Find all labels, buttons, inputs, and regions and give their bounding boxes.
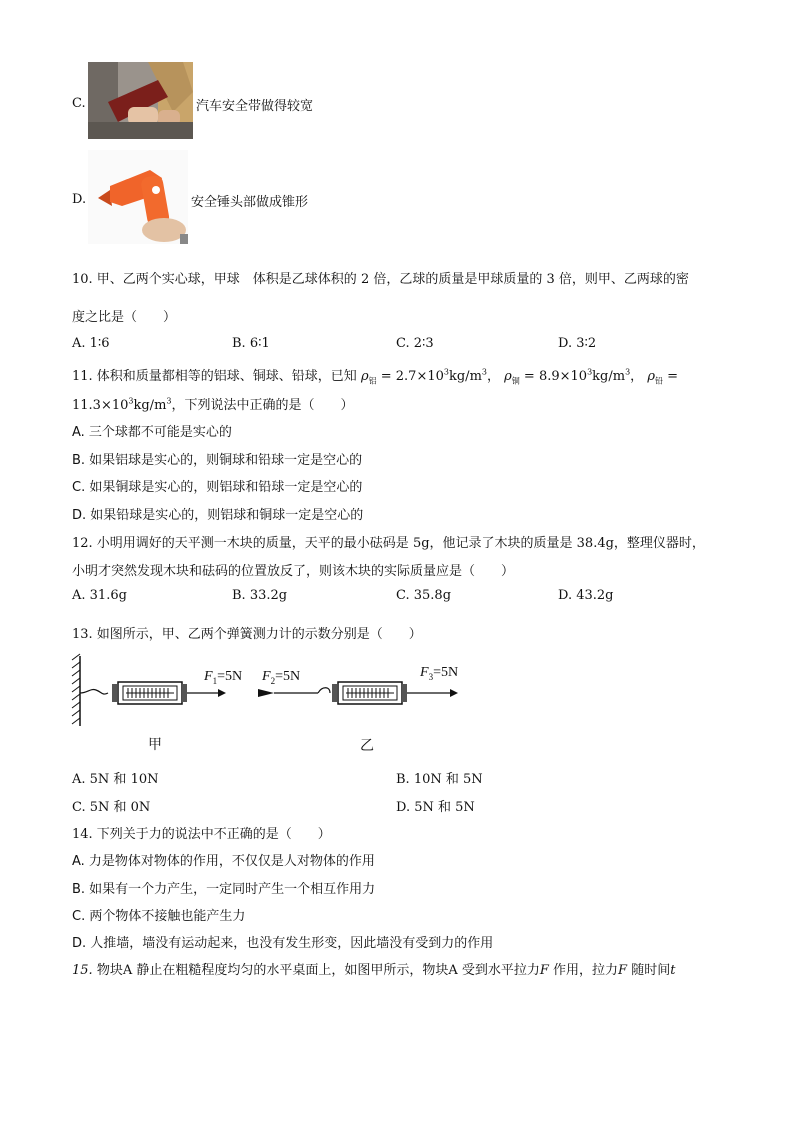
q15-text-2: 作用，拉力 xyxy=(548,963,619,978)
q11-option-c: C. 如果铜球是实心的，则铝球和铅球一定是空心的 xyxy=(72,480,363,495)
unit-exp-1: 3 xyxy=(481,367,487,377)
label-jia: 甲 xyxy=(148,737,162,753)
q11-option-a: A. 三个球都不可能是实心的 xyxy=(72,425,232,440)
q15-number: 15. xyxy=(72,963,93,978)
rho-al-value: = 2.7×10 xyxy=(376,369,444,384)
q13-option-a: A. 5N 和 10N xyxy=(72,772,159,787)
q10-option-c: C. 2∶3 xyxy=(396,336,434,351)
exp-2: 3 xyxy=(587,367,593,377)
q13-option-c: C. 5N 和 0N xyxy=(72,800,151,815)
spring-scale-figure xyxy=(68,650,488,760)
q12-option-b: B. 33.2g xyxy=(232,588,288,603)
q10-line-1: 10. 甲、乙两个实心球，甲球 体积是乙球体积的 2 倍，乙球的质量是甲球质量的 3 倍，则甲、乙两球的密 xyxy=(72,272,689,287)
q12-option-a: A. 31.6g xyxy=(72,588,127,603)
rho-cu: ρ xyxy=(504,369,512,384)
rho-al-sub: 铝 xyxy=(368,376,377,386)
option-d-text: 安全锤头部做成锥形 xyxy=(191,195,309,210)
q14-option-d: D. 人推墙，墙没有运动起来，也没有发生形变，因此墙没有受到力的作用 xyxy=(72,936,494,951)
rho-pb: ρ xyxy=(647,369,655,384)
seatbelt-photo xyxy=(88,62,193,139)
option-c-label: C. xyxy=(72,96,86,111)
q12-line-1: 12. 小明用调好的天平测一木块的质量，天平的最小砝码是 5g，他记录了木块的质量是 38.4g，整理仪器时， xyxy=(72,536,705,551)
q14-option-c: C. 两个物体不接触也能产生力 xyxy=(72,909,246,924)
q11-option-d: D. 如果铅球是实心的，则铝球和铜球一定是空心的 xyxy=(72,508,364,523)
unit-2: kg/m xyxy=(592,369,626,384)
exp-3: 3 xyxy=(128,396,134,406)
q11-question: ，下列说法中正确的是（ ） xyxy=(171,398,354,413)
q10-option-a: A. 1∶6 xyxy=(72,336,110,351)
q15-f-2: F xyxy=(618,963,628,978)
q15-text-3: 随时间 xyxy=(627,963,671,978)
f3-label: $F_3=5N$ xyxy=(420,665,459,682)
q11-line-2 xyxy=(72,394,354,413)
q14-stem: 14. 下列关于力的说法中不正确的是（ ） xyxy=(72,827,331,842)
unit-exp-3: 3 xyxy=(166,396,172,406)
q15-t: t xyxy=(670,963,676,978)
q15-text-1: 物块A 静止在粗糙程度均匀的水平桌面上，如图甲所示，物块A 受到水平拉力 xyxy=(92,963,540,978)
rho-pb-value: 11.3×10 xyxy=(72,398,129,413)
q12-line-2: 小明才突然发现木块和砝码的位置放反了，则该木块的实际质量应是（ ） xyxy=(72,564,515,579)
exp-1: 3 xyxy=(443,367,449,377)
q10-option-d: D. 3∶2 xyxy=(558,336,597,351)
q12-option-c: C. 35.8g xyxy=(396,588,452,603)
q11-line-1: 11. 体积和质量都相等的铝球、铜球、铅球，已知 $\rho_铝 = 2.7\times 10^3kg/m^3$， $\rho_铜 = 8.9\times 10^3kg/m^3$， $\rho_铅$ = xyxy=(72,367,679,386)
q11-intro: 11. 体积和质量都相等的铝球、铜球、铅球，已知 xyxy=(72,369,357,384)
q15-line-1 xyxy=(72,959,675,978)
q13-stem: 13. 如图所示，甲、乙两个弹簧测力计的示数分别是（ ） xyxy=(72,627,422,642)
q10-line-2: 度之比是（ ） xyxy=(72,310,177,325)
f2-label: $F_2=5N$ xyxy=(262,669,301,686)
f1-label: $F_1=5N$ xyxy=(204,669,243,686)
label-yi: 乙 xyxy=(360,738,374,754)
option-d-label: D. xyxy=(72,192,87,207)
rho-cu-sub: 铜 xyxy=(511,376,520,386)
unit-3: kg/m xyxy=(133,398,167,413)
q13-option-b: B. 10N 和 5N xyxy=(396,772,483,787)
q12-option-d: D. 43.2g xyxy=(558,588,614,603)
unit-1: kg/m xyxy=(448,369,482,384)
rho-al: ρ xyxy=(360,369,369,384)
unit-exp-2: 3 xyxy=(625,367,631,377)
option-c-text: 汽车安全带做得较宽 xyxy=(196,99,314,114)
safety-hammer-photo xyxy=(88,150,188,244)
spring-scale-right xyxy=(258,682,458,704)
q14-option-b: B. 如果有一个力产生，一定同时产生一个相互作用力 xyxy=(72,882,376,897)
q11-option-b: B. 如果铝球是实心的，则铜球和铅球一定是空心的 xyxy=(72,453,363,468)
spring-scale-left xyxy=(80,682,226,704)
wall xyxy=(72,654,80,726)
q15-f-1: F xyxy=(539,963,549,978)
q13-option-d: D. 5N 和 5N xyxy=(396,800,475,815)
rho-pb-sub: 铅 xyxy=(654,376,663,386)
q14-option-a: A. 力是物体对物体的作用，不仅仅是人对物体的作用 xyxy=(72,854,375,869)
rho-pb-eq: = xyxy=(662,369,679,384)
q10-option-b: B. 6∶1 xyxy=(232,336,270,351)
rho-cu-value: = 8.9×10 xyxy=(519,369,588,384)
